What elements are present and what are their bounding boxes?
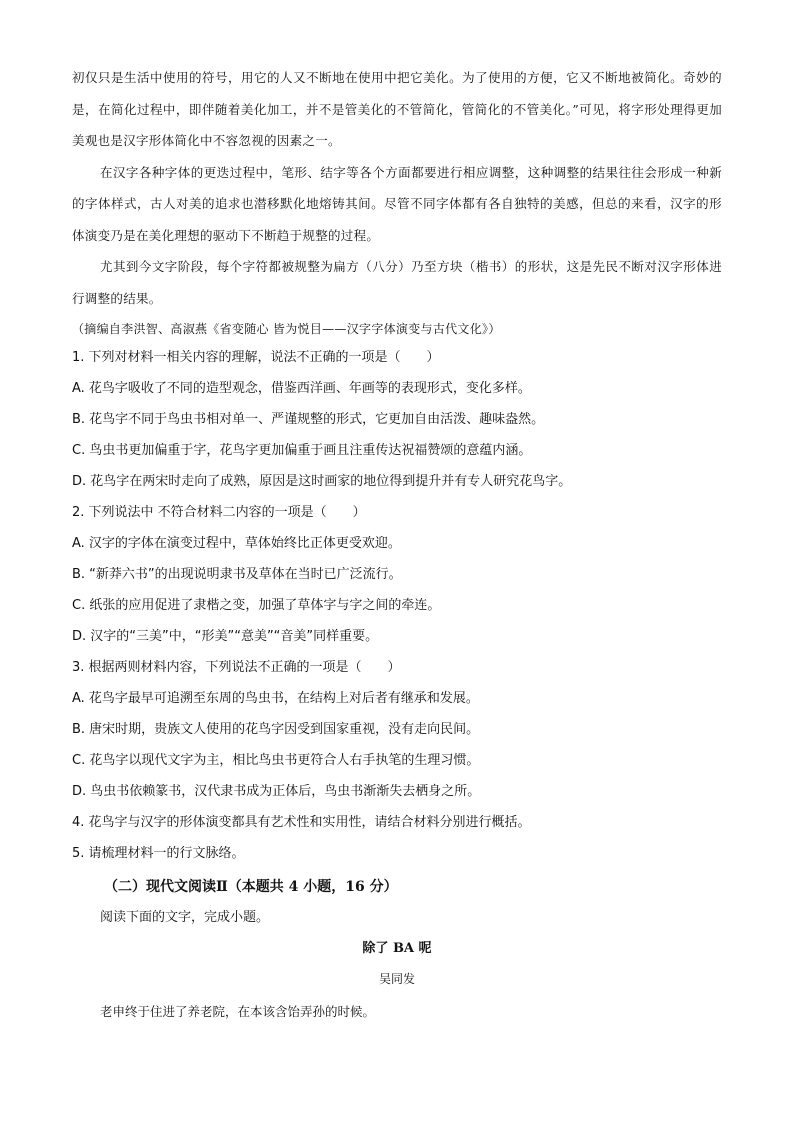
- question-1-option-c: C. 鸟虫书更加偏重于字，花鸟字更加偏重于画且注重传达祝福赞颂的意蕴内涵。: [72, 443, 532, 458]
- question-2-option-c: C. 纸张的应用促进了隶楷之变，加强了草体字与字之间的牵连。: [72, 598, 441, 613]
- question-4-stem: 4. 花鸟字与汉字的形体演变都具有艺术性和实用性，请结合材料分别进行概括。: [72, 815, 531, 830]
- question-3-stem: 3. 根据两则材料内容，下列说法不正确的一项是（ ）: [72, 660, 401, 675]
- passage-paragraph-2: 在汉字各种字体的更迭过程中，笔形、结字等各个方面都要进行相应调整，这种调整的结果往往会形成一种新的字体样式，古人对美的追求也潜移默化地熔铸其间。尽管不同字体都有各自独特的美感，但总的来看，汉字的形体演变乃是在美化理想的驱动下不断趋于规整的过程。: [72, 164, 722, 243]
- question-1-option-a: A. 花鸟字吸收了不同的造型观念，借鉴西洋画、年画等的表现形式，变化多样。: [72, 381, 531, 396]
- question-1-option-b: B. 花鸟字不同于鸟虫书相对单一、严谨规整的形式，它更加自由活泼、趣味盎然。: [72, 412, 545, 427]
- section-instruction: 阅读下面的文字，完成小题。: [100, 910, 270, 925]
- passage-source: （摘编自李洪智、高淑燕《省变随心 皆为悦目——汉字字体演变与古代文化》）: [72, 322, 501, 336]
- question-5-stem: 5. 请梳理材料一的行文脉络。: [72, 846, 245, 861]
- question-1-option-d: D. 花鸟字在两宋时走向了成熟，原因是这时画家的地位得到提升并有专人研究花鸟字。: [72, 474, 572, 489]
- passage-paragraph-3: 尤其到今文字阶段，每个字符都被规整为扁方（八分）乃至方块（楷书）的形状，这是先民不断对汉字形体进行调整的结果。: [72, 259, 722, 306]
- question-3-option-b: B. 唐宋时期，贵族文人使用的花鸟字因受到国家重视，没有走向民间。: [72, 722, 480, 737]
- question-2-option-a: A. 汉字的字体在演变过程中，草体始终比正体更受欢迎。: [72, 536, 401, 551]
- story-author: 吴同发: [378, 972, 415, 986]
- question-2-stem: 2. 下列说法中 不符合材料二内容的一项是（ ）: [72, 505, 366, 520]
- question-3-option-a: A. 花鸟字最早可追溯至东周的鸟虫书，在结构上对后者有继承和发展。: [72, 691, 479, 706]
- passage-paragraph-1: 初仅只是生活中使用的符号，用它的人又不断地在使用中把它美化。为了使用的方便，它又不断地被简化。奇妙的是，在简化过程中，即伴随着美化加工，并不是管美化的不管简化，管简化的不管美化。”可见，将字形处理得更加美观也是汉字形体简化中不容忽视的因素之一。: [72, 70, 722, 148]
- story-first-line: 老申终于住进了养老院，在本该含饴弄孙的时候。: [100, 1004, 376, 1019]
- story-title: 除了 BA 呢: [362, 941, 432, 956]
- reading-passage: [72, 62, 722, 346]
- question-3-option-d: D. 鸟虫书依赖篆书，汉代隶书成为正体后，鸟虫书渐渐失去栖身之所。: [72, 784, 481, 799]
- question-2-option-b: B. “新莽六书”的出现说明隶书及草体在当时已广泛流行。: [72, 567, 402, 582]
- section-heading: （二）现代文阅读Ⅱ（本题共 4 小题，16 分）: [104, 879, 398, 895]
- question-2-option-d: D. 汉字的“三美”中，“形美”“意美”“音美”同样重要。: [72, 629, 379, 644]
- question-list: [72, 342, 732, 869]
- question-3-option-c: C. 花鸟字以现代文字为主，相比鸟虫书更符合人右手执笔的生理习惯。: [72, 753, 480, 768]
- question-1-stem: 1. 下列对材料一相关内容的理解，说法不正确的一项是（ ）: [72, 350, 440, 365]
